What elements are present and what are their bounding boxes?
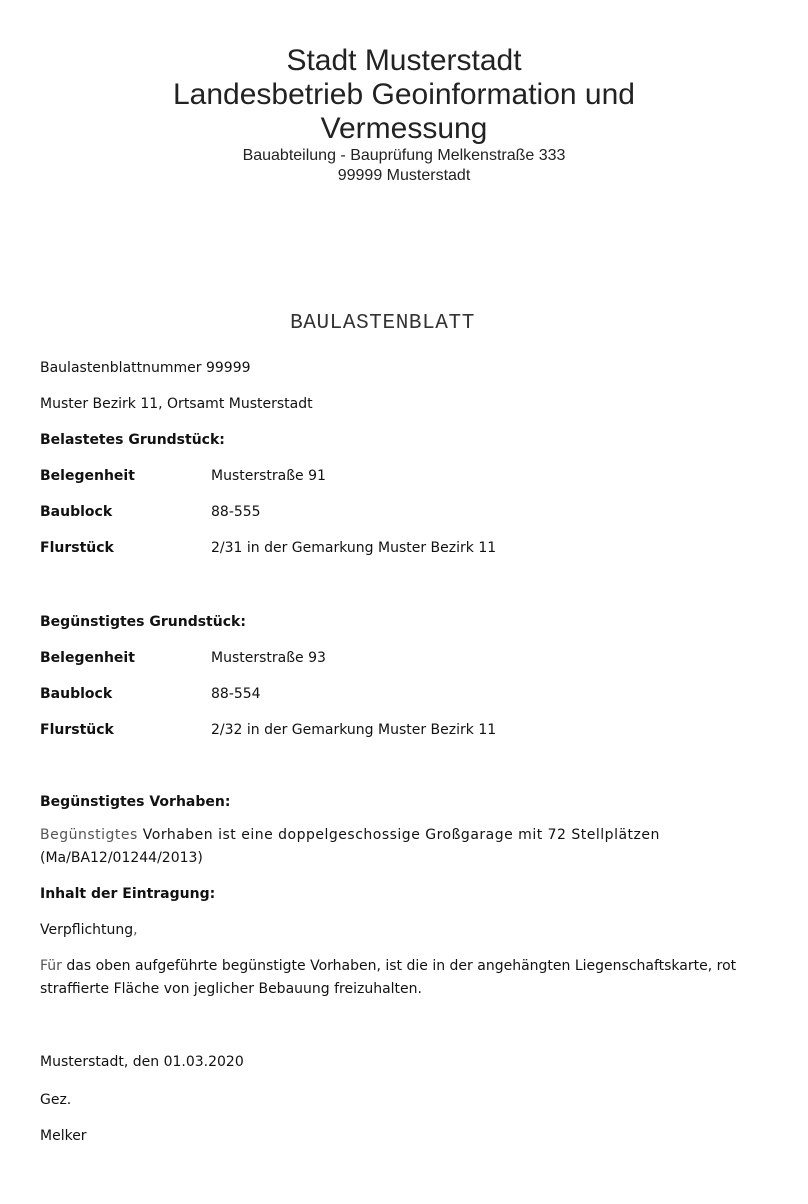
burdened-value-parcel: 2/31 in der Gemarkung Muster Bezirk 11 (211, 540, 497, 556)
project-description-rest: Vorhaben ist eine doppelgeschossige Großgarage mit 72 Stellplätzen (137, 827, 660, 843)
entry-heading: Inhalt der Eintragung: (40, 886, 216, 902)
document-header (0, 44, 808, 186)
department-address: Bauabteilung - Bauprüfung Melkenstraße 333 (242, 147, 566, 164)
benefited-value-parcel: 2/32 in der Gemarkung Muster Bezirk 11 (211, 722, 497, 738)
burdened-heading: Belastetes Grundstück: (40, 432, 225, 448)
agency-name-line1: Landesbetrieb Geoinformation und (173, 78, 635, 111)
project-description-lead: Begünstigtes (40, 827, 138, 843)
entry-description-lead: Für (40, 958, 62, 974)
place-date: Musterstadt, den 01.03.2020 (40, 1054, 244, 1070)
project-reference: (Ma/BA12/01244/2013) (40, 850, 203, 866)
agency-name-line2: Vermessung (320, 112, 488, 145)
benefited-value-location: Musterstraße 93 (211, 650, 326, 666)
signatory-name: Melker (40, 1128, 87, 1144)
benefited-value-block: 88-554 (211, 686, 261, 702)
signed-abbreviation: Gez. (40, 1092, 72, 1108)
burdened-value-block: 88-555 (211, 504, 261, 520)
district-office: Muster Bezirk 11, Ortsamt Musterstadt (40, 396, 313, 412)
entry-obligation-comma: , (133, 922, 138, 938)
project-heading: Begünstigtes Vorhaben: (40, 794, 231, 810)
entry-obligation-word: Verpflichtung (40, 922, 134, 938)
burdened-label-block: Baublock (40, 504, 113, 520)
sheet-number: Baulastenblattnummer 99999 (40, 360, 251, 376)
entry-obligation (40, 921, 138, 939)
burdened-label-location: Belegenheit (40, 468, 135, 484)
burdened-label-parcel: Flurstück (40, 540, 114, 556)
benefited-heading: Begünstigtes Grundstück: (40, 614, 246, 630)
city-name: Stadt Musterstadt (286, 44, 522, 77)
postal-city: 99999 Musterstadt (337, 167, 471, 184)
burdened-value-location: Musterstraße 91 (211, 468, 326, 484)
project-description (40, 824, 770, 847)
benefited-label-block: Baublock (40, 686, 113, 702)
benefited-label-location: Belegenheit (40, 650, 135, 666)
entry-description (40, 955, 770, 1001)
entry-description-rest: das oben aufgeführte begünstigte Vorhaben, ist die in der angehängten Liegenschaftskarte, rot straffierte Fläche von jeglicher Bebauung freizuhalten. (40, 958, 737, 997)
document-title: BAULASTENBLATT (290, 312, 475, 335)
benefited-label-parcel: Flurstück (40, 722, 114, 738)
